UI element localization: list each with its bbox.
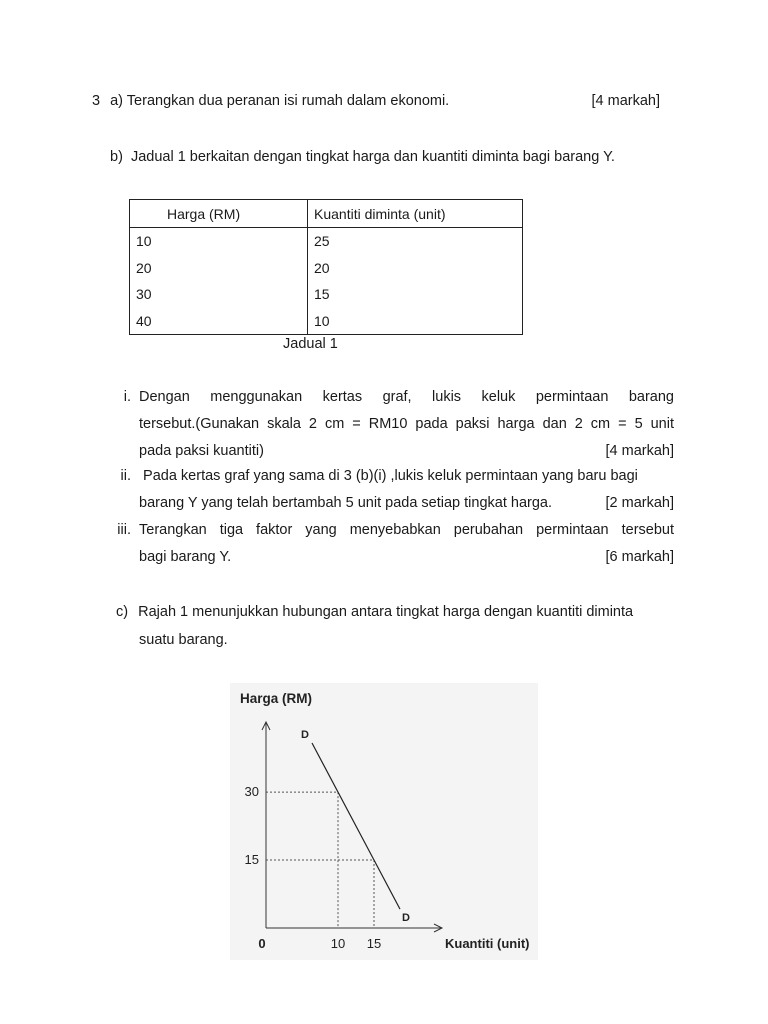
part-a-text: Terangkan dua peranan isi rumah dalam ekonomi.	[126, 93, 450, 109]
subquestion-number: i.	[123, 389, 131, 405]
subquestion-line: Dengan menggunakan kertas graf, lukis keluk permintaan barang	[139, 389, 674, 405]
demand-label-bottom: D	[402, 912, 410, 925]
part-a-marks: [4 markah]	[591, 93, 660, 109]
question-number: 3	[92, 93, 101, 109]
subquestion-marks: [4 markah]	[605, 443, 674, 459]
subquestion-line: Terangkan tiga faktor yang menyebabkan perubahan permintaan tersebut	[139, 522, 674, 538]
part-c-label: c)	[116, 604, 129, 620]
y-tick-label: 15	[244, 852, 259, 868]
subquestion-line: barang Y yang telah bertambah 5 unit pada setiap tingkat harga.	[139, 495, 553, 511]
x-axis-label: Kuantiti (unit)	[445, 936, 530, 951]
x-tick-label: 15	[366, 936, 382, 951]
x-tick-label: 10	[330, 936, 346, 951]
subquestion-marks: [6 markah]	[605, 549, 674, 565]
table-cell: 30	[130, 281, 308, 308]
subquestion-line: pada paksi kuantiti)	[139, 443, 264, 459]
part-b-text: Jadual 1 berkaitan dengan tingkat harga dan kuantiti diminta bagi barang Y.	[130, 149, 615, 165]
table-cell: 20	[308, 255, 523, 282]
part-b-label: b)	[110, 149, 123, 165]
table-cell: 10	[308, 308, 523, 335]
table-cell: 40	[130, 308, 308, 335]
table-cell: 10	[130, 228, 308, 255]
y-tick-label: 30	[244, 784, 259, 800]
subquestion-line: Pada kertas graf yang sama di 3 (b)(i) ,lukis keluk permintaan yang baru bagi	[139, 468, 638, 484]
demand-label-top: D	[301, 729, 309, 742]
table-cell: 20	[130, 255, 308, 282]
y-axis-label: Harga (RM)	[240, 691, 313, 706]
part-c-line: suatu barang.	[139, 632, 228, 648]
subquestion-number: ii.	[120, 468, 131, 484]
table-cell: 25	[308, 228, 523, 255]
table-header-kuantiti: Kuantiti diminta (unit)	[308, 200, 523, 228]
subquestion-line: bagi barang Y.	[139, 549, 232, 565]
table-cell: 15	[308, 281, 523, 308]
table-header-harga: Harga (RM)	[130, 200, 308, 228]
part-c-line: Rajah 1 menunjukkan hubungan antara tingkat harga dengan kuantiti diminta	[138, 604, 634, 620]
subquestion-line: tersebut.(Gunakan skala 2 cm = RM10 pada paksi harga dan 2 cm = 5 unit	[139, 416, 674, 432]
origin-label: 0	[258, 936, 266, 951]
subquestion-number: iii.	[117, 522, 131, 538]
chart-background	[230, 683, 538, 960]
part-a-label: a)	[110, 93, 124, 109]
table-caption: Jadual 1	[283, 336, 338, 352]
subquestion-marks: [2 markah]	[605, 495, 674, 511]
